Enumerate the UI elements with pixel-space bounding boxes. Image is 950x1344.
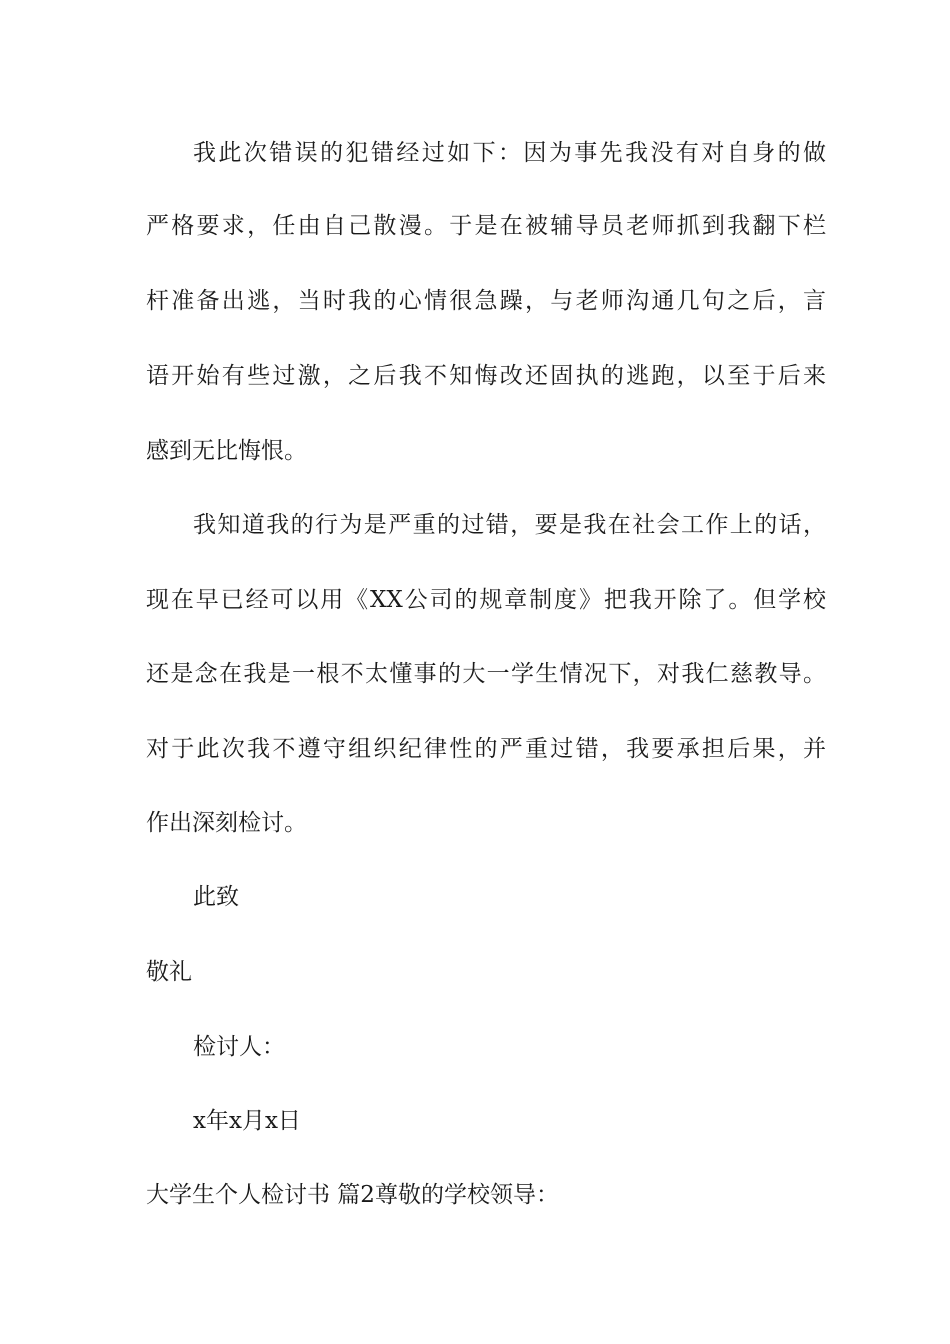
paragraph-2-line-2: 现在早已经可以用《XX公司的规章制度》把我开除了。但学校 (146, 587, 826, 613)
signature-date: x年x月x日 (193, 1108, 301, 1134)
paragraph-1-line-4: 语开始有些过激，之后我不知悔改还固执的逃跑，以至于后来 (146, 363, 826, 389)
paragraph-2-line-1: 我知道我的行为是严重的过错，要是我在社会工作上的话， (193, 512, 826, 538)
paragraph-1-line-3: 杆准备出逃，当时我的心情很急躁，与老师沟通几句之后，言 (146, 288, 826, 314)
paragraph-2-line-3: 还是念在我是一根不太懂事的大一学生情况下，对我仁慈教导。 (146, 661, 826, 687)
signer-label: 检讨人： (193, 1034, 285, 1060)
salutation-ci-zhi: 此致 (193, 884, 239, 910)
paragraph-2-line-5: 作出深刻检讨。 (146, 810, 307, 836)
paragraph-1-line-2: 严格要求，任由自己散漫。于是在被辅导员老师抓到我翻下栏 (146, 213, 826, 239)
next-section-heading: 大学生个人检讨书 篇2尊敬的学校领导： (146, 1182, 559, 1208)
paragraph-1-line-5: 感到无比悔恨。 (146, 438, 307, 464)
paragraph-2-line-4: 对于此次我不遵守组织纪律性的严重过错，我要承担后果，并 (146, 736, 826, 762)
paragraph-1-line-1: 我此次错误的犯错经过如下：因为事先我没有对自身的做 (193, 140, 826, 166)
salutation-jing-li: 敬礼 (146, 959, 192, 985)
